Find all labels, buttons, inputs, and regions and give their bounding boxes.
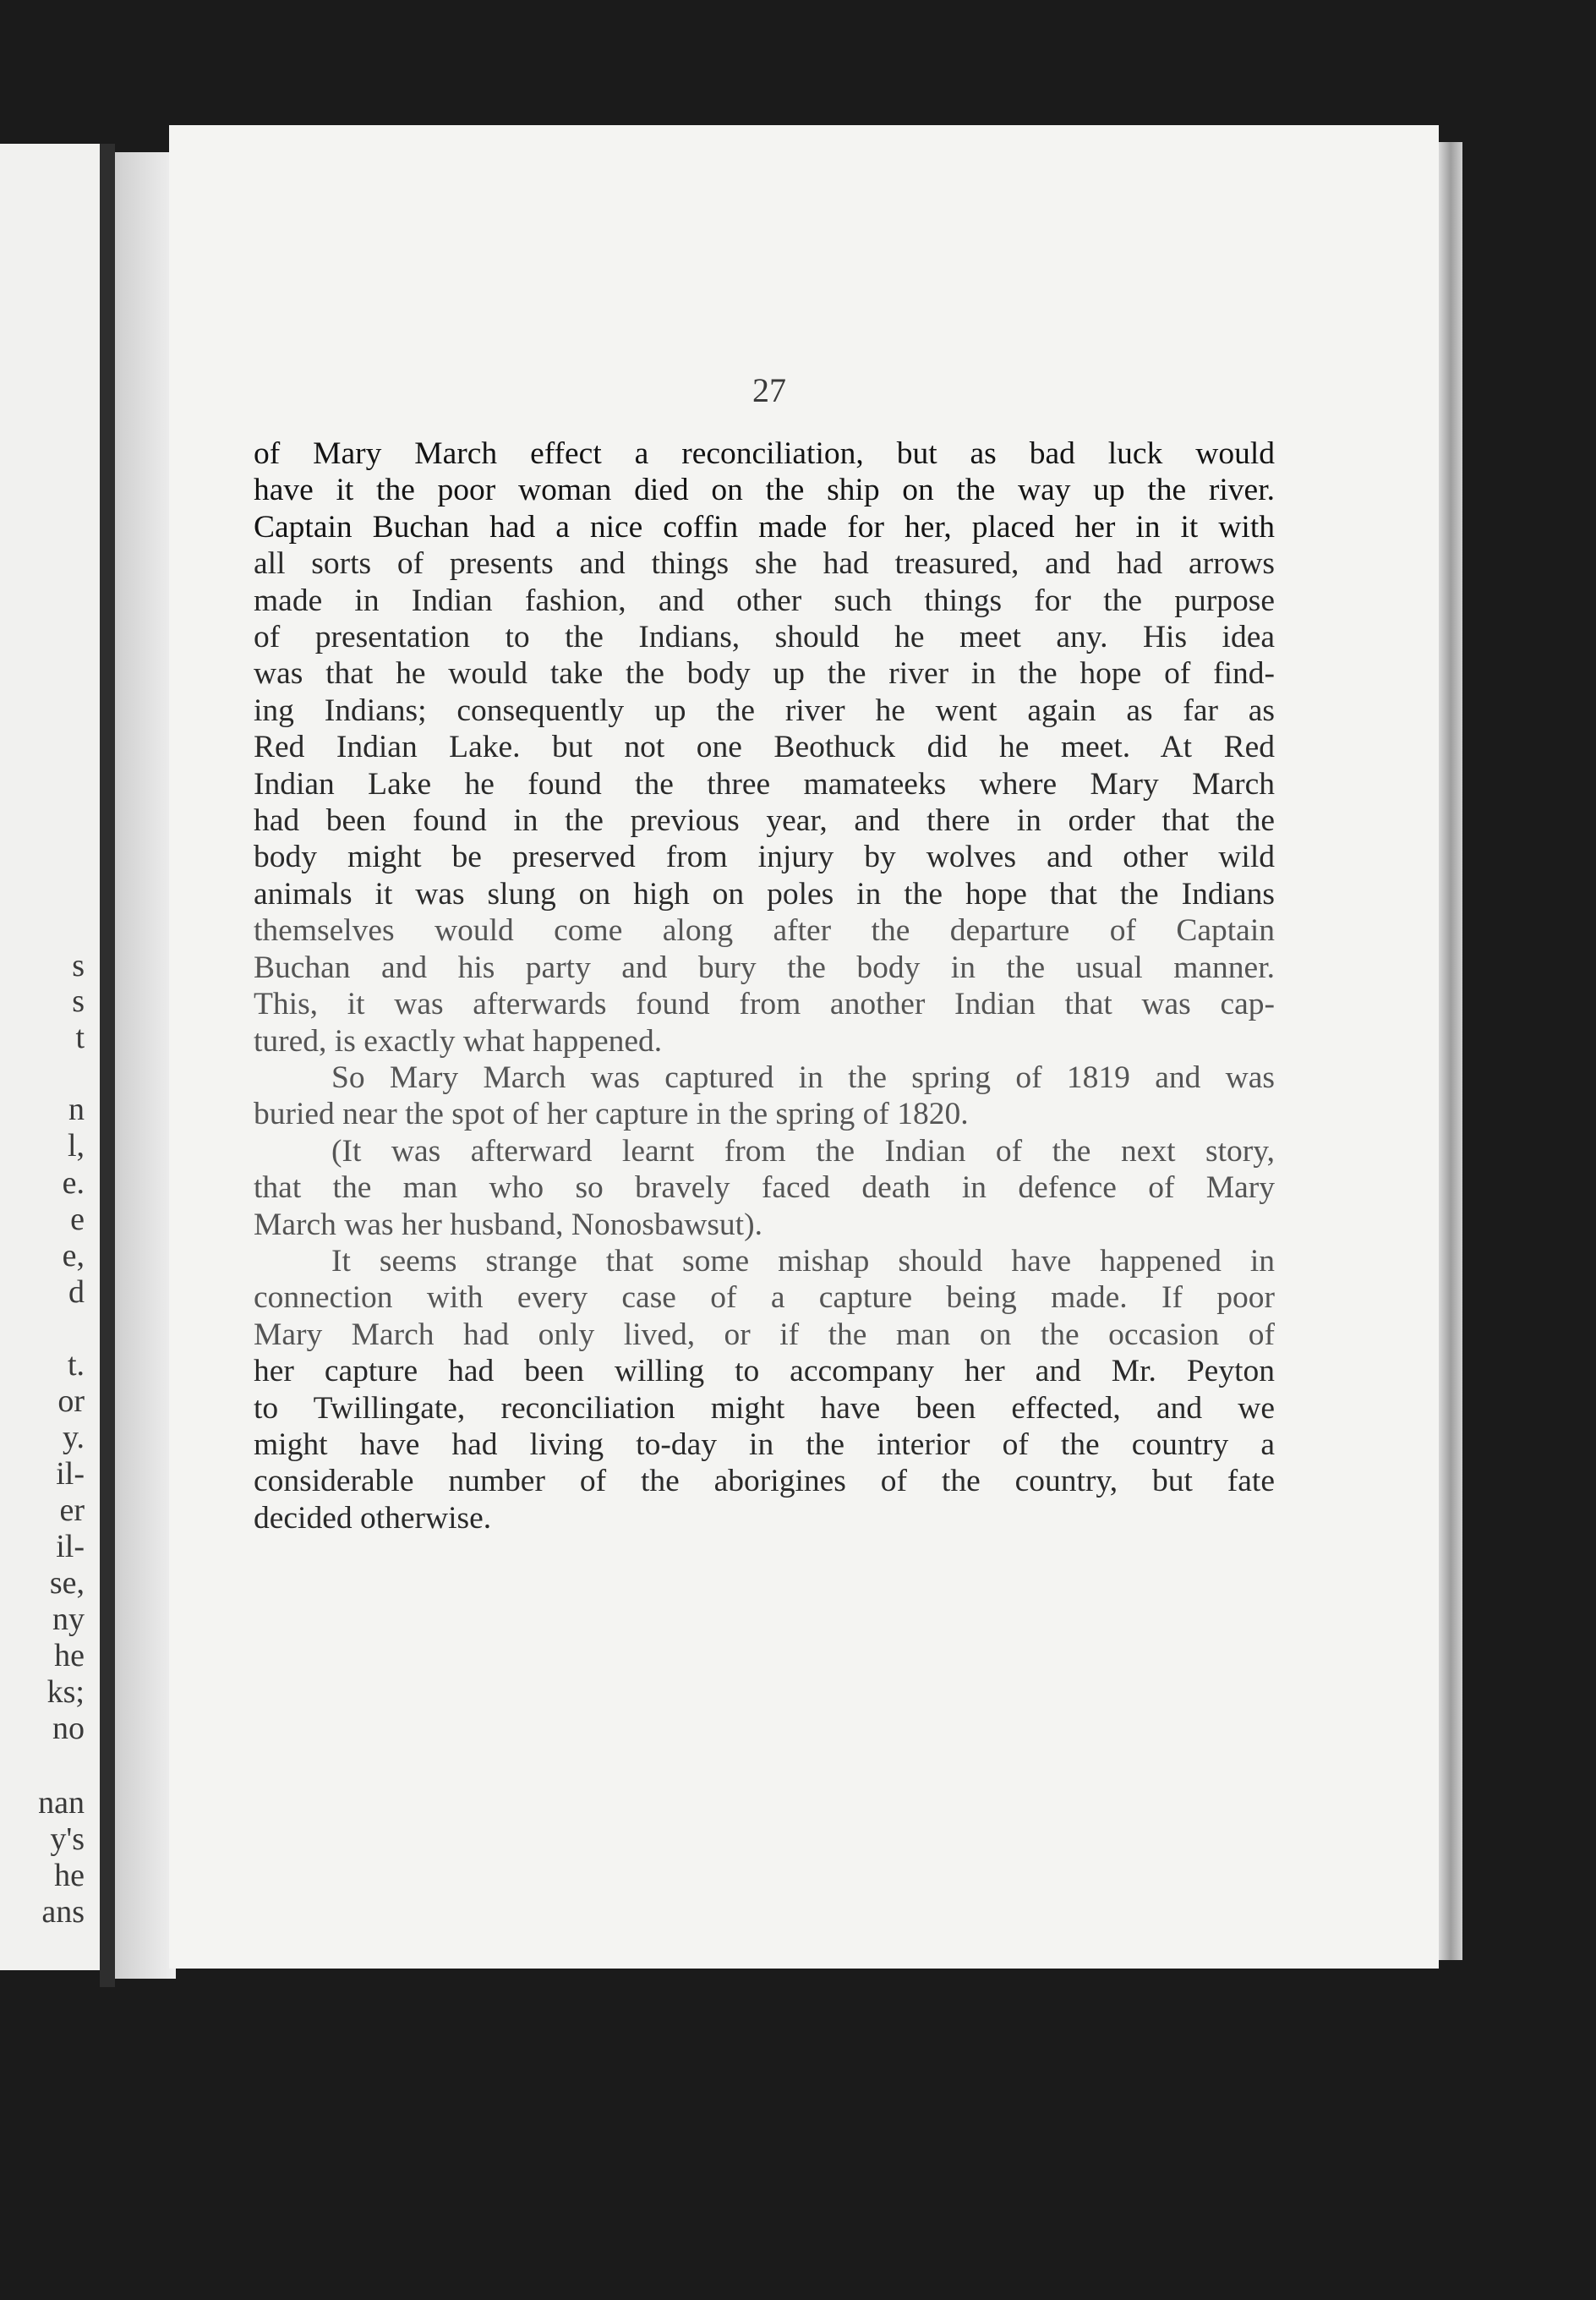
book-gutter bbox=[100, 144, 115, 1987]
left-page-fragment: e. bbox=[62, 1165, 85, 1201]
text-line: decided otherwise. bbox=[254, 1500, 492, 1536]
left-page-fragment: e bbox=[70, 1202, 85, 1237]
text-line: (It was afterward learnt from the Indian of the next story, bbox=[331, 1133, 1275, 1169]
text-line: of Mary March effect a reconciliation, but as bad luck would bbox=[254, 436, 1275, 471]
page-stack-edge bbox=[1439, 142, 1462, 1960]
left-page-fragment: ans bbox=[41, 1894, 85, 1930]
text-line: animals it was slung on high on poles in the hope that the Indians bbox=[254, 876, 1275, 912]
left-page-fragment: n bbox=[68, 1092, 85, 1127]
left-page-fragment: he bbox=[54, 1638, 85, 1673]
text-line: of presentation to the Indians, should he meet any. His idea bbox=[254, 620, 1275, 655]
text-line: Captain Buchan had a nice coffin made for her, placed her in it with bbox=[254, 509, 1275, 545]
left-page-fragment: nan bbox=[38, 1785, 85, 1821]
left-page-fragment: y. bbox=[62, 1420, 85, 1455]
left-page-fragment: er bbox=[59, 1492, 85, 1528]
left-page-fragment: s bbox=[72, 983, 85, 1019]
text-line: considerable number of the aborigines of the country, but fate bbox=[254, 1464, 1275, 1499]
text-line: might have had living to-day in the interior of the country a bbox=[254, 1427, 1275, 1462]
text-line: ing Indians; consequently up the river he went again as far as bbox=[254, 693, 1275, 728]
left-page-fragment: t. bbox=[67, 1347, 85, 1383]
text-line: Buchan and his party and bury the body in the usual manner. bbox=[254, 950, 1275, 985]
left-page-fragment: no bbox=[52, 1711, 85, 1746]
page-number: 27 bbox=[752, 371, 786, 409]
text-line: tured, is exactly what happened. bbox=[254, 1023, 663, 1059]
left-page-fragment: l, bbox=[67, 1128, 85, 1164]
left-page-fragment: or bbox=[57, 1383, 85, 1419]
text-line: that the man who so bravely faced death in defence of Mary bbox=[254, 1170, 1275, 1206]
left-page-fragment: y's bbox=[50, 1821, 85, 1857]
left-page-fragment: ks; bbox=[46, 1674, 85, 1710]
left-page-fragment: t bbox=[75, 1020, 85, 1055]
text-line: all sorts of presents and things she had treasured, and had arrows bbox=[254, 546, 1275, 582]
text-line: was that he would take the body up the river in the hope of find- bbox=[254, 656, 1275, 692]
left-page-fragment: e, bbox=[62, 1238, 85, 1273]
text-line: connection with every case of a capture being made. If poor bbox=[254, 1280, 1275, 1316]
text-line: made in Indian fashion, and other such things for the purpose bbox=[254, 583, 1275, 618]
gutter-shadow bbox=[115, 152, 176, 1979]
text-line: This, it was afterwards found from another Indian that was cap- bbox=[254, 987, 1275, 1022]
left-page-fragment: ny bbox=[52, 1602, 85, 1637]
text-line: It seems strange that some mishap should have happened in bbox=[331, 1243, 1275, 1279]
text-line: body might be preserved from injury by wolves and other wild bbox=[254, 840, 1275, 875]
text-line: Mary March had only lived, or if the man on the occasion of bbox=[254, 1317, 1275, 1352]
text-line: Red Indian Lake. but not one Beothuck did he meet. At Red bbox=[254, 730, 1275, 765]
left-page-fragment: d bbox=[68, 1274, 85, 1310]
text-line: buried near the spot of her capture in the spring of 1820. bbox=[254, 1097, 969, 1132]
text-line: So Mary March was captured in the spring of 1819 and was bbox=[331, 1060, 1275, 1095]
text-line: Indian Lake he found the three mamateeks where Mary March bbox=[254, 766, 1275, 802]
text-line: themselves would come along after the departure of Captain bbox=[254, 913, 1275, 949]
left-page-fragment: he bbox=[54, 1858, 85, 1893]
text-line: her capture had been willing to accompany her and Mr. Peyton bbox=[254, 1354, 1275, 1389]
left-page-edge bbox=[0, 144, 108, 1970]
left-page-fragment: il- bbox=[56, 1456, 85, 1492]
left-page-fragment: il- bbox=[56, 1529, 85, 1564]
text-line: had been found in the previous year, and there in order that the bbox=[254, 803, 1275, 839]
left-page-fragment: s bbox=[72, 948, 85, 983]
body-text bbox=[254, 435, 1275, 1536]
text-line: March was her husband, Nonosbawsut). bbox=[254, 1207, 762, 1242]
text-line: to Twillingate, reconciliation might have been effected, and we bbox=[254, 1390, 1275, 1426]
text-line: have it the poor woman died on the ship on the way up the river. bbox=[254, 473, 1275, 508]
left-page-fragment: se, bbox=[49, 1565, 85, 1601]
